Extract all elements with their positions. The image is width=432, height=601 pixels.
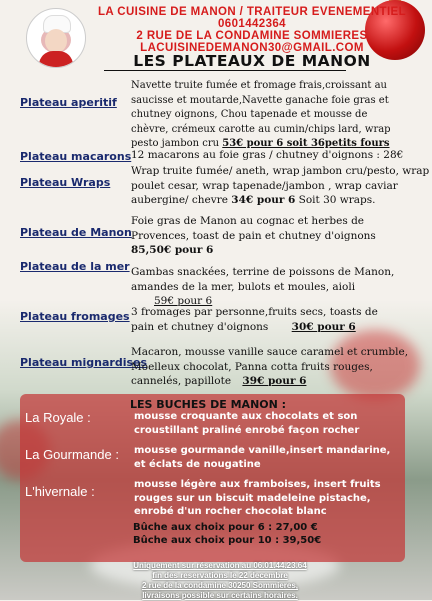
item-desc: Foie gras de Manon au cognac et herbes de Provences, toast de pain et chutney d'oignons 85,50€ pour 6 <box>131 215 376 256</box>
item-price: 34€ pour 6 <box>231 194 296 206</box>
item-label: Plateau Wraps <box>20 176 111 189</box>
item-price: 85,50€ pour 6 <box>131 244 214 256</box>
item-label: Plateau fromages <box>20 310 130 323</box>
buche-name-gourmande: La Gourmande : <box>25 447 119 462</box>
footer-reservation: Uniquement sur réservation au 06.01.44.23.64 <box>133 561 307 570</box>
item-label: Plateau de Manon <box>20 226 132 239</box>
item-price: 59€ pour 6 <box>154 295 213 307</box>
item-desc: Wrap truite fumée/ aneth, wrap jambon cru/pesto, wrap poulet cesar, wrap tapenade/jambon , wrap caviar aubergine/ chevre 34€ pour 6 Soit 30 wraps. <box>131 165 430 206</box>
footer-delivery: livraisons possible sur certains horaires. <box>142 591 298 600</box>
page-title: LES PLATEAUX DE MANON <box>133 52 371 70</box>
header-email: LACUISINEDEMANON30@GMAIL.COM <box>140 42 364 54</box>
item-label: Plateau macarons <box>20 150 132 163</box>
item-label: Plateau de la mer <box>20 260 130 273</box>
buche-desc-hivernale: mousse légère aux framboises, insert fruits rouges sur un biscuit madeleine pistache, enrobé d'un rocher chocolat blanc <box>134 479 381 517</box>
buche-desc-royale: mousse croquante aux chocolats et son croustillant praliné enrobé façon rocher <box>134 411 360 436</box>
item-price: 28€ <box>383 149 404 161</box>
header-phone: 0601442364 <box>218 18 286 30</box>
item-price: 39€ pour 6 <box>242 375 307 387</box>
buche-name-royale: La Royale : <box>25 410 91 425</box>
buche-name-hivernale: L'hivernale : <box>25 484 95 499</box>
buche-desc-gourmande: mousse gourmande vanille,insert mandarine, et éclats de nougatine <box>134 445 391 470</box>
title-underline <box>104 70 346 71</box>
item-desc: Gambas snackées, terrine de poissons de Manon, amandes de la mer, bulots et moules, aioli 59€ pour 6 <box>131 266 395 307</box>
item-price: 53€ pour 6 soit 36petits fours <box>222 138 390 149</box>
buche-price-10: Bûche aux choix pour 10 : 39,50€ <box>133 535 322 546</box>
buche-price-6: Bûche aux choix pour 6 : 27,00 € <box>133 522 318 533</box>
item-label: Plateau aperitif <box>20 96 117 109</box>
item-desc: Macaron, mousse vanille sauce caramel et crumble, Moelleux chocolat, Panna cotta fruits rouges, cannelés, papillote 39€ pour 6 <box>131 346 409 387</box>
item-label: Plateau mignardises <box>20 356 148 369</box>
header-address: 2 RUE DE LA CONDAMINE SOMMIERES <box>136 30 368 42</box>
buches-title: LES BUCHES DE MANON : <box>130 398 287 411</box>
item-desc: 3 fromages par personne,fruits secs, toasts de pain et chutney d'oignons 30€ pour 6 <box>131 306 378 333</box>
item-desc: Navette truite fumée et fromage frais,croissant au saucisse et moutarde,Navette ganache foie gras et chutney oignons, Chou tapenade et mousse de chèvre, crémeux carotte au cumin/chips lard, wrap pesto jambon cru 53€ pour 6 soit 36petits fours <box>131 80 391 149</box>
footer-deadline: fin des reservations le 22 decembre <box>152 571 288 580</box>
header-business-name: LA CUISINE DE MANON / TRAITEUR EVENEMENTIEL <box>97 6 407 18</box>
item-desc: 12 macarons au foie gras / chutney d'oignons : 28€ <box>131 149 404 161</box>
chef-logo <box>26 8 86 68</box>
footer-address: 2 rue de la condamine 30250 Sommieres, <box>141 581 299 590</box>
item-price: 30€ pour 6 <box>291 320 356 333</box>
